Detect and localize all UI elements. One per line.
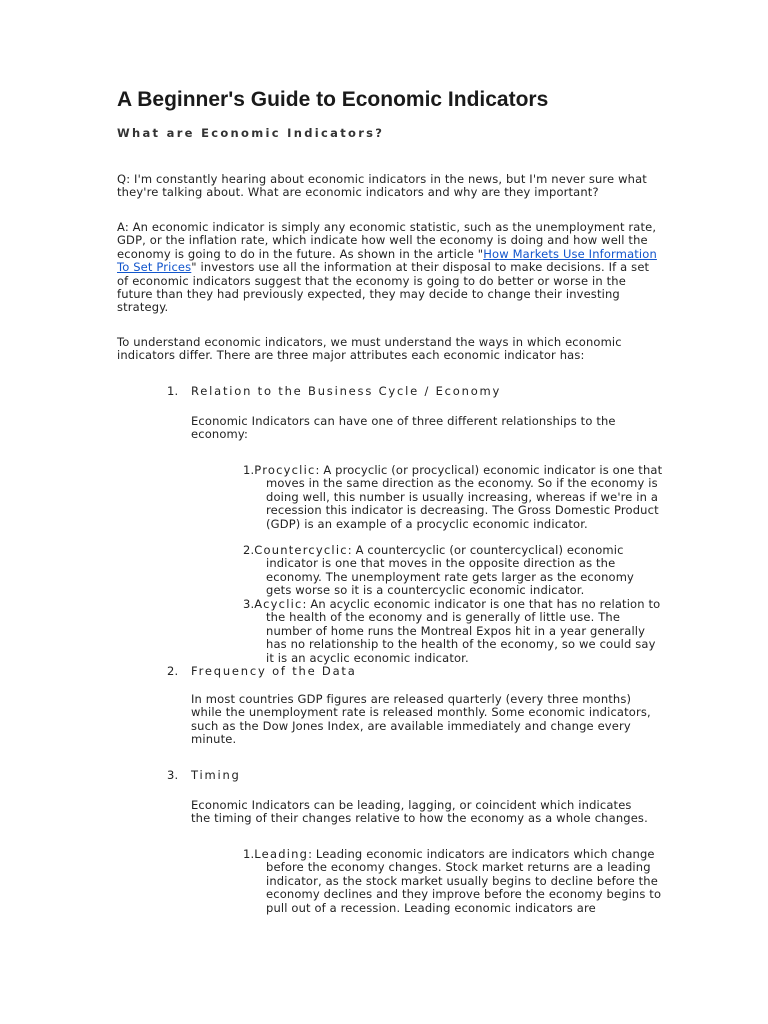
attribute-1-heading: Relation to the Business Cycle / Economy: [191, 384, 502, 398]
leading-text: : Leading economic indicators are indicators which change before the economy changes. Stock market returns are a leading indicator, as the stock market usually begins to decline before the economy declines and they improve before the economy begins to pull out of a recession. Leading economic indicators are: [266, 847, 662, 915]
countercyclic-number: 2.: [243, 543, 255, 557]
procyclic-text: : A procyclic (or procyclical) economic indicator is one that moves in the same direction as the economy. So if the economy is doing well, this number is usually increasing, whereas if we're in a recession this indicator is decreasing. The Gross Domestic Product (GDP) is an example of a procyclic economic indicator.: [266, 463, 663, 531]
answer-paragraph: [117, 221, 657, 315]
question-paragraph: Q: I'm constantly hearing about economic indicators in the news, but I'm never sure what they're talking about. What are economic indicators and why are they important?: [117, 172, 647, 200]
intro-paragraph: To understand economic indicators, we must understand the ways in which economic indicators differ. There are three major attributes each economic indicator has:: [117, 335, 622, 363]
acyclic-label: Acyclic: [254, 597, 303, 611]
procyclic-label: Procyclic: [254, 463, 316, 477]
leading-number: 1.: [243, 847, 255, 861]
acyclic-number: 3.: [243, 597, 255, 611]
leading-label: Leading: [254, 847, 309, 861]
attribute-2-description: In most countries GDP figures are released quarterly (every three months) while the unemployment rate is released monthly. Some economic indicators, such as the Dow Jones Index, are available immediately and change every minute.: [191, 692, 651, 747]
attribute-2-heading: Frequency of the Data: [191, 664, 357, 678]
page-title: A Beginner's Guide to Economic Indicators: [117, 88, 549, 111]
acyclic-text: : An acyclic economic indicator is one that has no relation to the health of the economy and is generally of little use. The number of home runs the Montreal Expos hit in a year generally has no relationship to the health of the economy, so we could say it is an acyclic economic indicator.: [266, 597, 661, 665]
answer-text-after-link: " investors use all the information at their disposal to make decisions. If a set of economic indicators suggest that the economy is going to do better or worse in the future than they had previously expected, they may decide to change their investing strategy.: [117, 260, 650, 315]
countercyclic-item: [243, 544, 663, 598]
acyclic-item: [243, 598, 663, 665]
countercyclic-text: : A countercyclic (or countercyclical) economic indicator is one that moves in the opposite direction as the economy. The unemployment rate gets larger as the economy gets worse so it is a countercyclic economic indicator.: [266, 543, 635, 598]
leading-item: [243, 848, 663, 915]
attribute-2-number: 2.: [167, 664, 179, 678]
section-subtitle: What are Economic Indicators?: [117, 126, 385, 140]
attribute-3-number: 3.: [167, 768, 179, 782]
countercyclic-label: Countercyclic: [254, 543, 348, 557]
how-markets-use-information-link[interactable]: How Markets Use Information To Set Prices: [117, 246, 657, 275]
attribute-3-description: Economic Indicators can be leading, lagging, or coincident which indicates the timing of their changes relative to how the economy as a whole changes.: [191, 798, 648, 826]
attribute-3-heading: Timing: [191, 768, 241, 782]
answer-text-before-link: A: An economic indicator is simply any economic statistic, such as the unemployment rate, GDP, or the inflation rate, which indicate how well the economy is doing and how well the economy is going to do in the future. As shown in the article ": [117, 220, 657, 261]
attribute-1-number: 1.: [167, 384, 179, 398]
attribute-1-description: Economic Indicators can have one of three different relationships to the economy:: [191, 414, 616, 442]
procyclic-item: [243, 464, 663, 531]
procyclic-number: 1.: [243, 463, 255, 477]
